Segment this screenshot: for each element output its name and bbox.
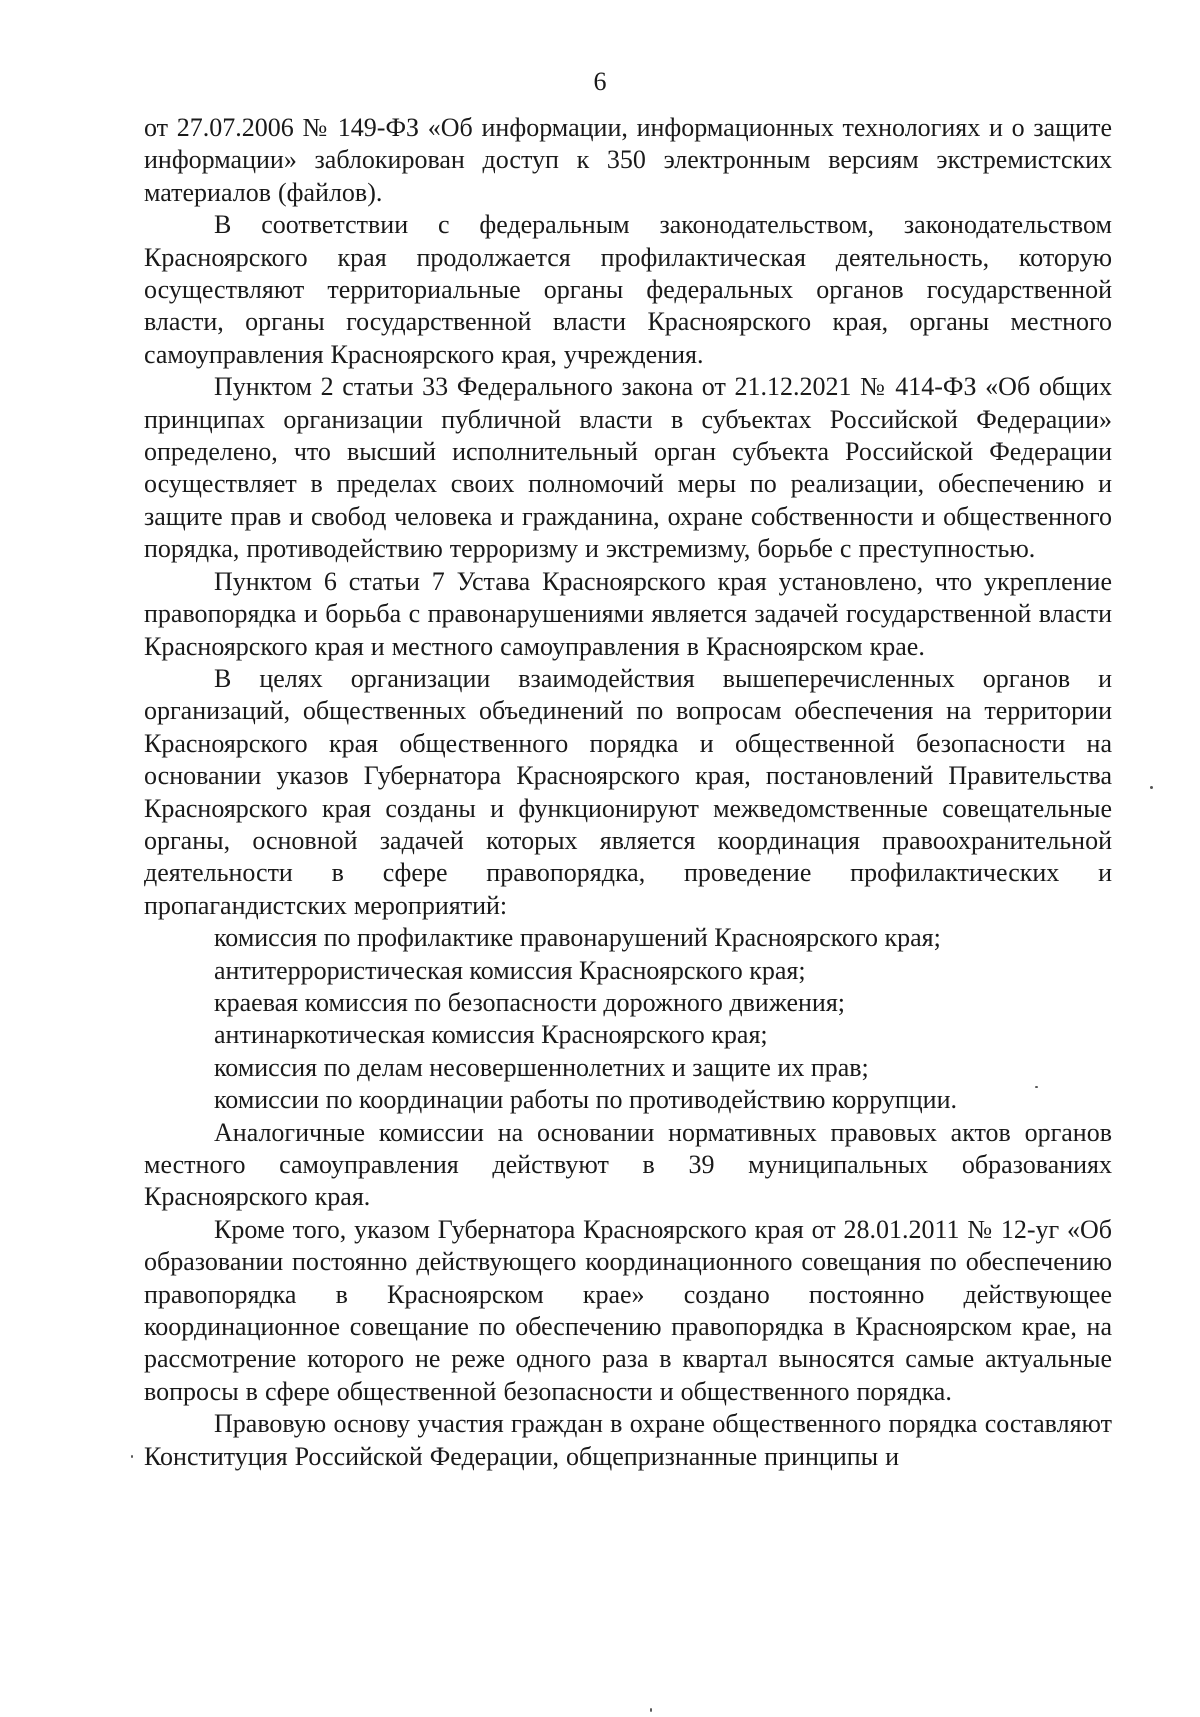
list-item: антинаркотическая комиссия Красноярского края; xyxy=(214,1020,768,1050)
document-body xyxy=(144,112,1112,1473)
list-item: антитеррористическая комиссия Красноярского края; xyxy=(214,955,806,985)
scan-speck xyxy=(131,1455,133,1458)
scan-speck xyxy=(650,1708,652,1712)
list-item: комиссии по координации работы по противодействию коррупции. xyxy=(214,1085,958,1115)
scan-speck xyxy=(1035,1086,1038,1088)
paragraph: Пунктом 6 статьи 7 Устава Красноярского края установлено, что укрепление правопорядка и борьба с правонарушениями является задачей государственной власти Красноярского края и местного самоуправления в Красноярском крае. xyxy=(144,566,1112,661)
paragraph: Кроме того, указом Губернатора Красноярского края от 28.01.2011 № 12-уг «Об образовании постоянно действующего координационного совещания по обеспечению правопорядка в Красноярском крае» создано постоянно действующее координационное совещание по обеспечению правопорядка в Красноярском крае, на рассмотрение которого не реже одного раза в квартал выносятся самые актуальные вопросы в сфере общественной безопасности и общественного порядка. xyxy=(144,1214,1112,1406)
paragraph: В целях организации взаимодействия вышеперечисленных органов и организаций, общественных объединений по вопросам обеспечения на территории Красноярского края общественного порядка и общественной безопасности на основании указов Губернатора Красноярского края, постановлений Правительства Красноярского края созданы и функционируют межведомственные совещательные органы, основной задачей которых является координация правоохранительной деятельности в сфере правопорядка, проведение профилактических и пропагандистских мероприятий: xyxy=(144,663,1112,920)
scan-speck xyxy=(1150,786,1153,789)
paragraph-truncated: Правовую основу участия граждан в охране общественного порядка составляют Конституция Российской Федерации, общепризнанные принципы и xyxy=(144,1409,1112,1471)
list-item: краевая комиссия по безопасности дорожного движения; xyxy=(214,987,845,1017)
paragraph: В соответствии с федеральным законодательством, законодательством Красноярского края продолжается профилактическая деятельность, которую осуществляют территориальные органы федеральных органов государственной власти, органы государственной власти Красноярского края, органы местного самоуправления Красноярского края, учреждения. xyxy=(144,210,1112,369)
page-number: 6 xyxy=(593,67,607,96)
paragraph: Аналогичные комиссии на основании нормативных правовых актов органов местного самоуправления действуют в 39 муниципальных образованиях Красноярского края. xyxy=(144,1117,1112,1212)
paragraph: Пунктом 2 статьи 33 Федерального закона от 21.12.2021 № 414-ФЗ «Об общих принципах организации публичной власти в субъектах Российской Федерации» определено, что высший исполнительный орган субъекта Российской Федерации осуществляет в пределах своих полномочий меры по реализации, обеспечению и защите прав и свобод человека и гражданина, охране собственности и общественного порядка, противодействию терроризму и экстремизму, борьбе с преступностью. xyxy=(144,372,1112,564)
commission-list xyxy=(144,922,1112,1116)
list-item: комиссия по профилактике правонарушений Красноярского края; xyxy=(214,923,941,953)
paragraph-continuation: от 27.07.2006 № 149-ФЗ «Об информации, информационных технологиях и о защите информации» заблокирован доступ к 350 электронным версиям экстремистских материалов (файлов). xyxy=(144,113,1112,207)
list-item: комиссия по делам несовершеннолетних и защите их прав; xyxy=(214,1052,869,1082)
